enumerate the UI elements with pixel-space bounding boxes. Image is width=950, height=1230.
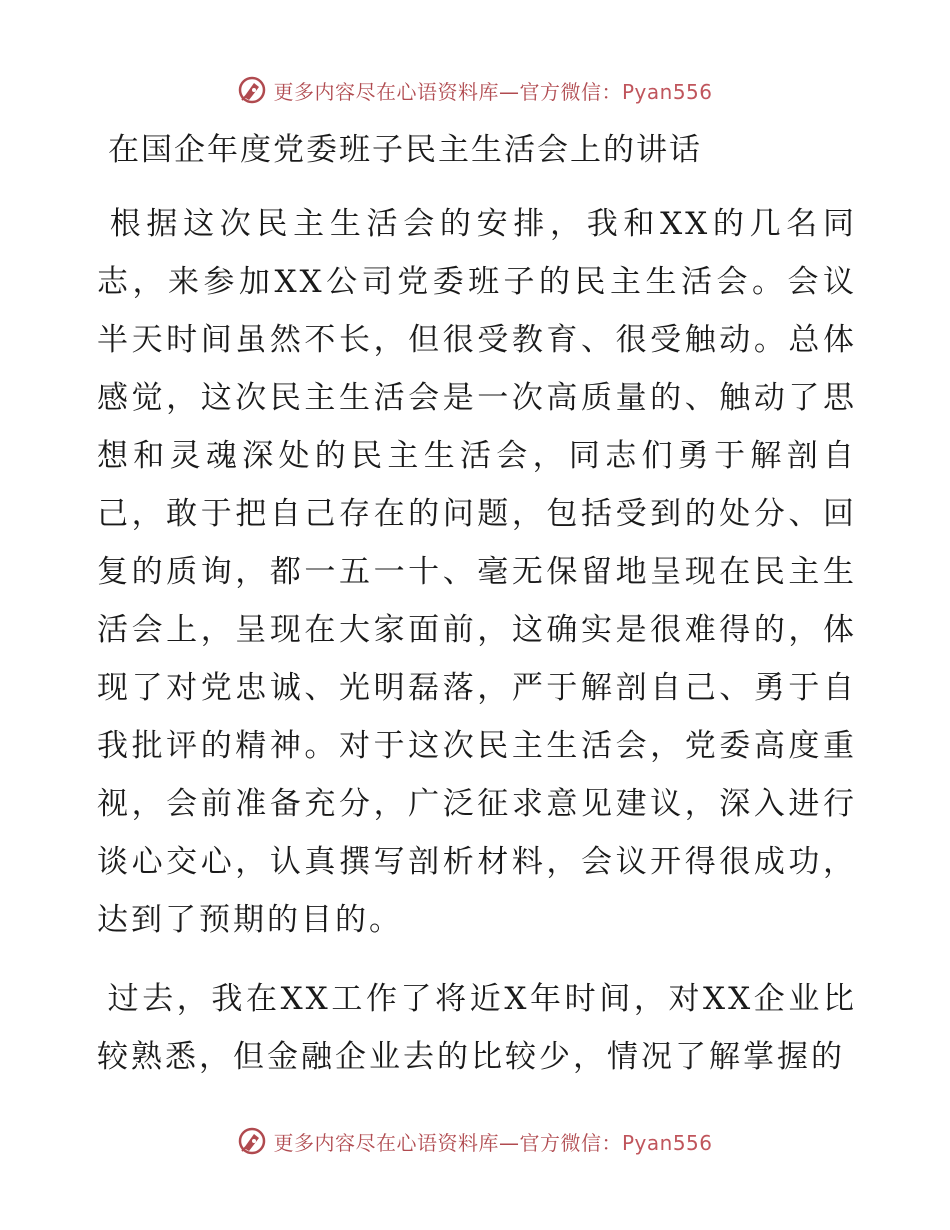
wechat-id: Pyan556 xyxy=(621,1130,713,1155)
wechat-id: Pyan556 xyxy=(621,79,713,104)
pen-nib-logo-icon xyxy=(237,1126,267,1156)
paragraph-2-text: 过去，我在XX工作了将近X年时间，对XX企业比较熟悉，但金融企业去的比较少，情况了解掌握的 xyxy=(97,981,857,1075)
paragraph-2 xyxy=(97,970,857,1086)
paragraph-1 xyxy=(97,195,857,949)
watermark-text: 更多内容尽在心语资料库—官方微信：Pyan556 xyxy=(273,79,713,104)
watermark-text: 更多内容尽在心语资料库—官方微信：Pyan556 xyxy=(273,1130,713,1155)
footer-watermark xyxy=(0,1121,950,1161)
paragraph-1-text: 根据这次民主生活会的安排，我和XX的几名同志，来参加XX公司党委班子的民主生活会。会议半天时间虽然不长，但很受教育、很受触动。总体感觉，这次民主生活会是一次高质量的、触动了思想和灵魂深处的民主生活会，同志们勇于解剖自己，敢于把自己存在的问题，包括受到的处分、回复的质询，都一五一十、毫无保留地呈现在民主生活会上，呈现在大家面前，这确实是很难得的，体现了对党忠诚、光明磊落，严于解剖自己、勇于自我批评的精神。对于这次民主生活会，党委高度重视，会前准备充分，广泛征求意见建议，深入进行谈心交心，认真撰写剖析材料，会议开得很成功，达到了预期的目的。 xyxy=(97,206,857,938)
document-title: 在国企年度党委班子民主生活会上的讲话 xyxy=(108,132,702,168)
header-watermark xyxy=(0,70,950,110)
pen-nib-logo-icon xyxy=(237,75,267,105)
